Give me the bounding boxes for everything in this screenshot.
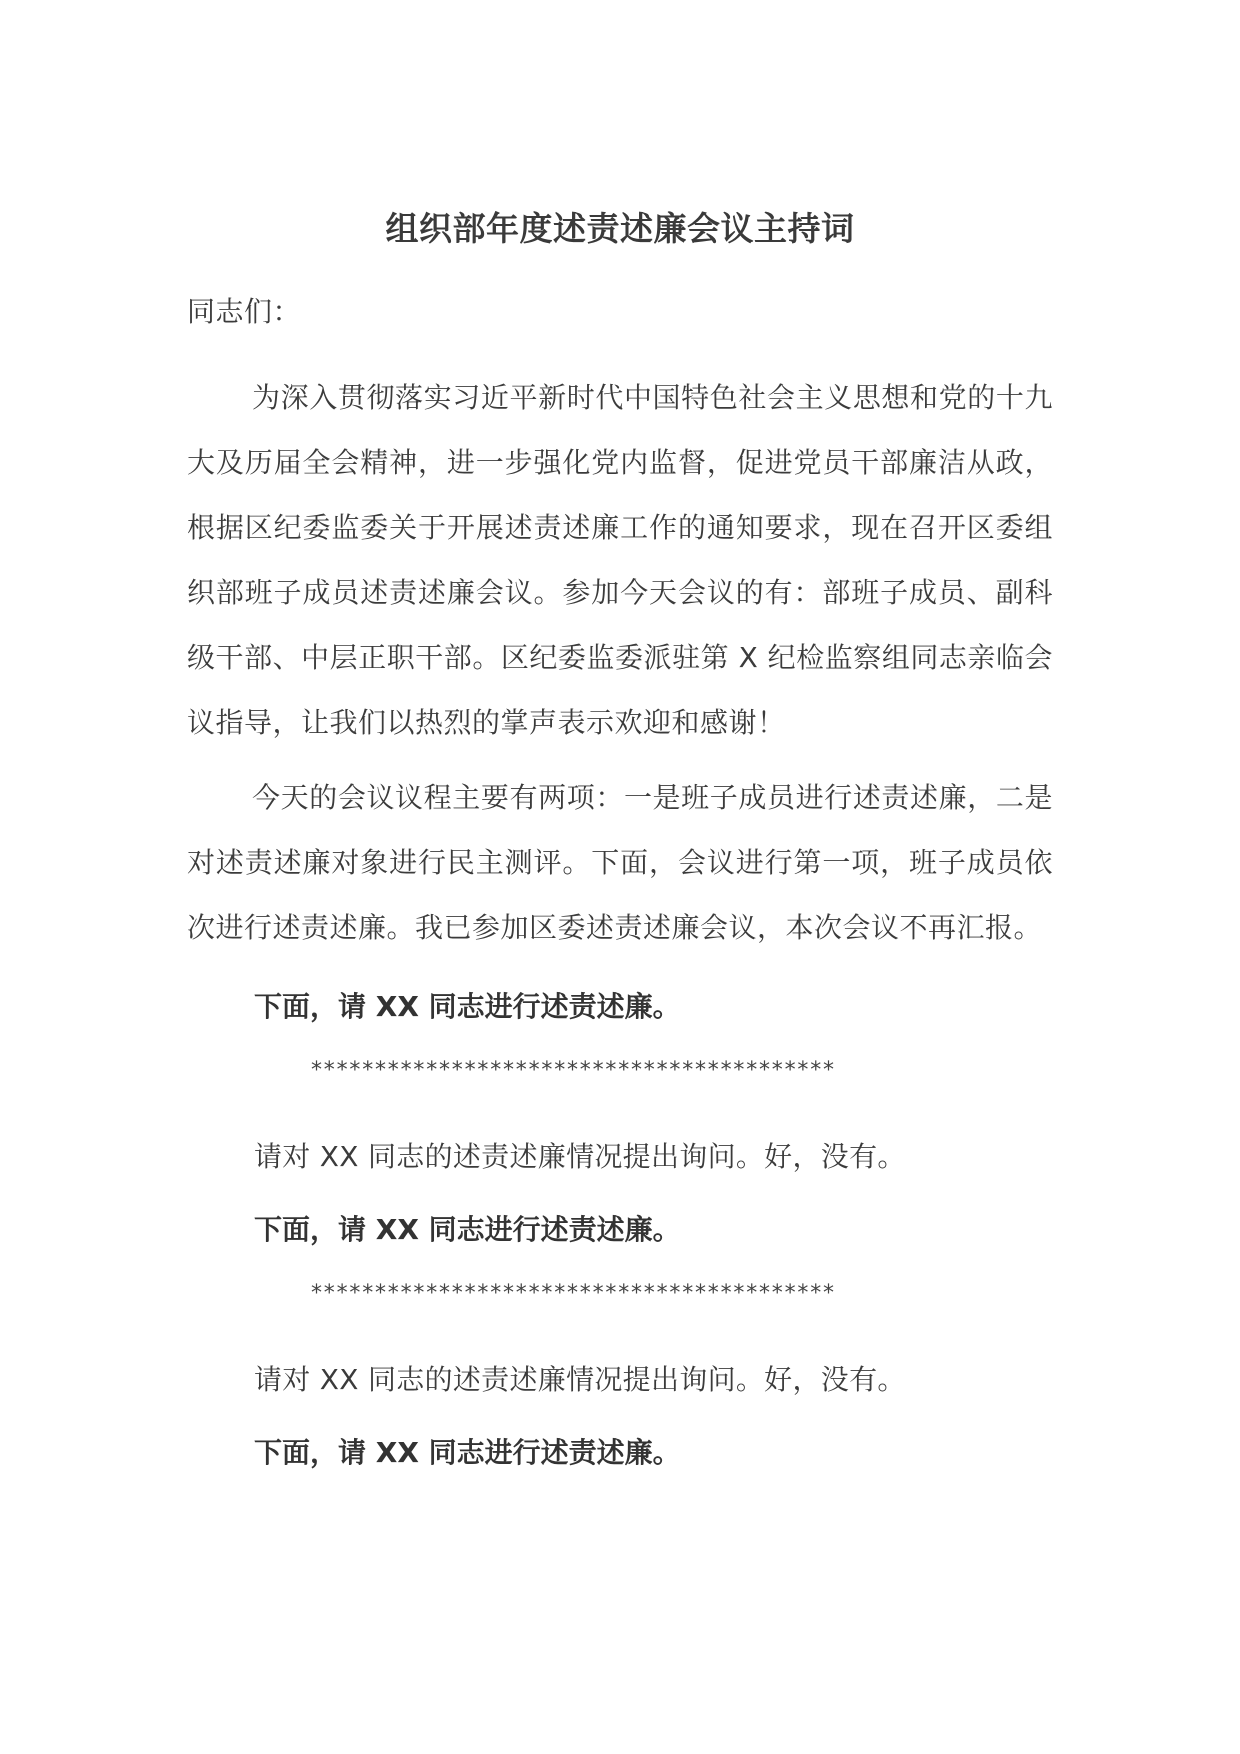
- speaker-call-3: 下面，请 XX 同志进行述责述廉。: [254, 1436, 681, 1469]
- page-title: 组织部年度述责述廉会议主持词: [385, 209, 855, 248]
- paragraph-intro: 为深入贯彻落实习近平新时代中国特色社会主义思想和党的十九大及历届全会精神，进一步强化党内监督，促进党员干部廉洁从政，根据区纪委监委关于开展述责述廉工作的通知要求，现在召开区委组织部班子成员述责述廉会议。参加今天会议的有：部班子成员、副科级干部、中层正职干部。区纪委监委派驻第 X 纪检监察组同志亲临会议指导，让我们以热烈的掌声表示欢迎和感谢！: [187, 381, 1053, 739]
- inquiry-line-2: 请对 XX 同志的述责述廉情况提出询问。好，没有。: [254, 1363, 906, 1396]
- speaker-call-1: 下面，请 XX 同志进行述责述廉。: [254, 990, 681, 1023]
- separator-line-1: *****************************************: [311, 1058, 836, 1083]
- paragraph-agenda: 今天的会议议程主要有两项：一是班子成员进行述责述廉，二是对述责述廉对象进行民主测评。下面，会议进行第一项，班子成员依次进行述责述廉。我已参加区委述责述廉会议，本次会议不再汇报。: [187, 781, 1053, 944]
- speaker-call-2: 下面，请 XX 同志进行述责述廉。: [254, 1213, 681, 1246]
- separator-line-2: *****************************************: [311, 1281, 836, 1306]
- inquiry-line-1: 请对 XX 同志的述责述廉情况提出询问。好，没有。: [254, 1140, 906, 1173]
- salutation: 同志们：: [187, 295, 302, 328]
